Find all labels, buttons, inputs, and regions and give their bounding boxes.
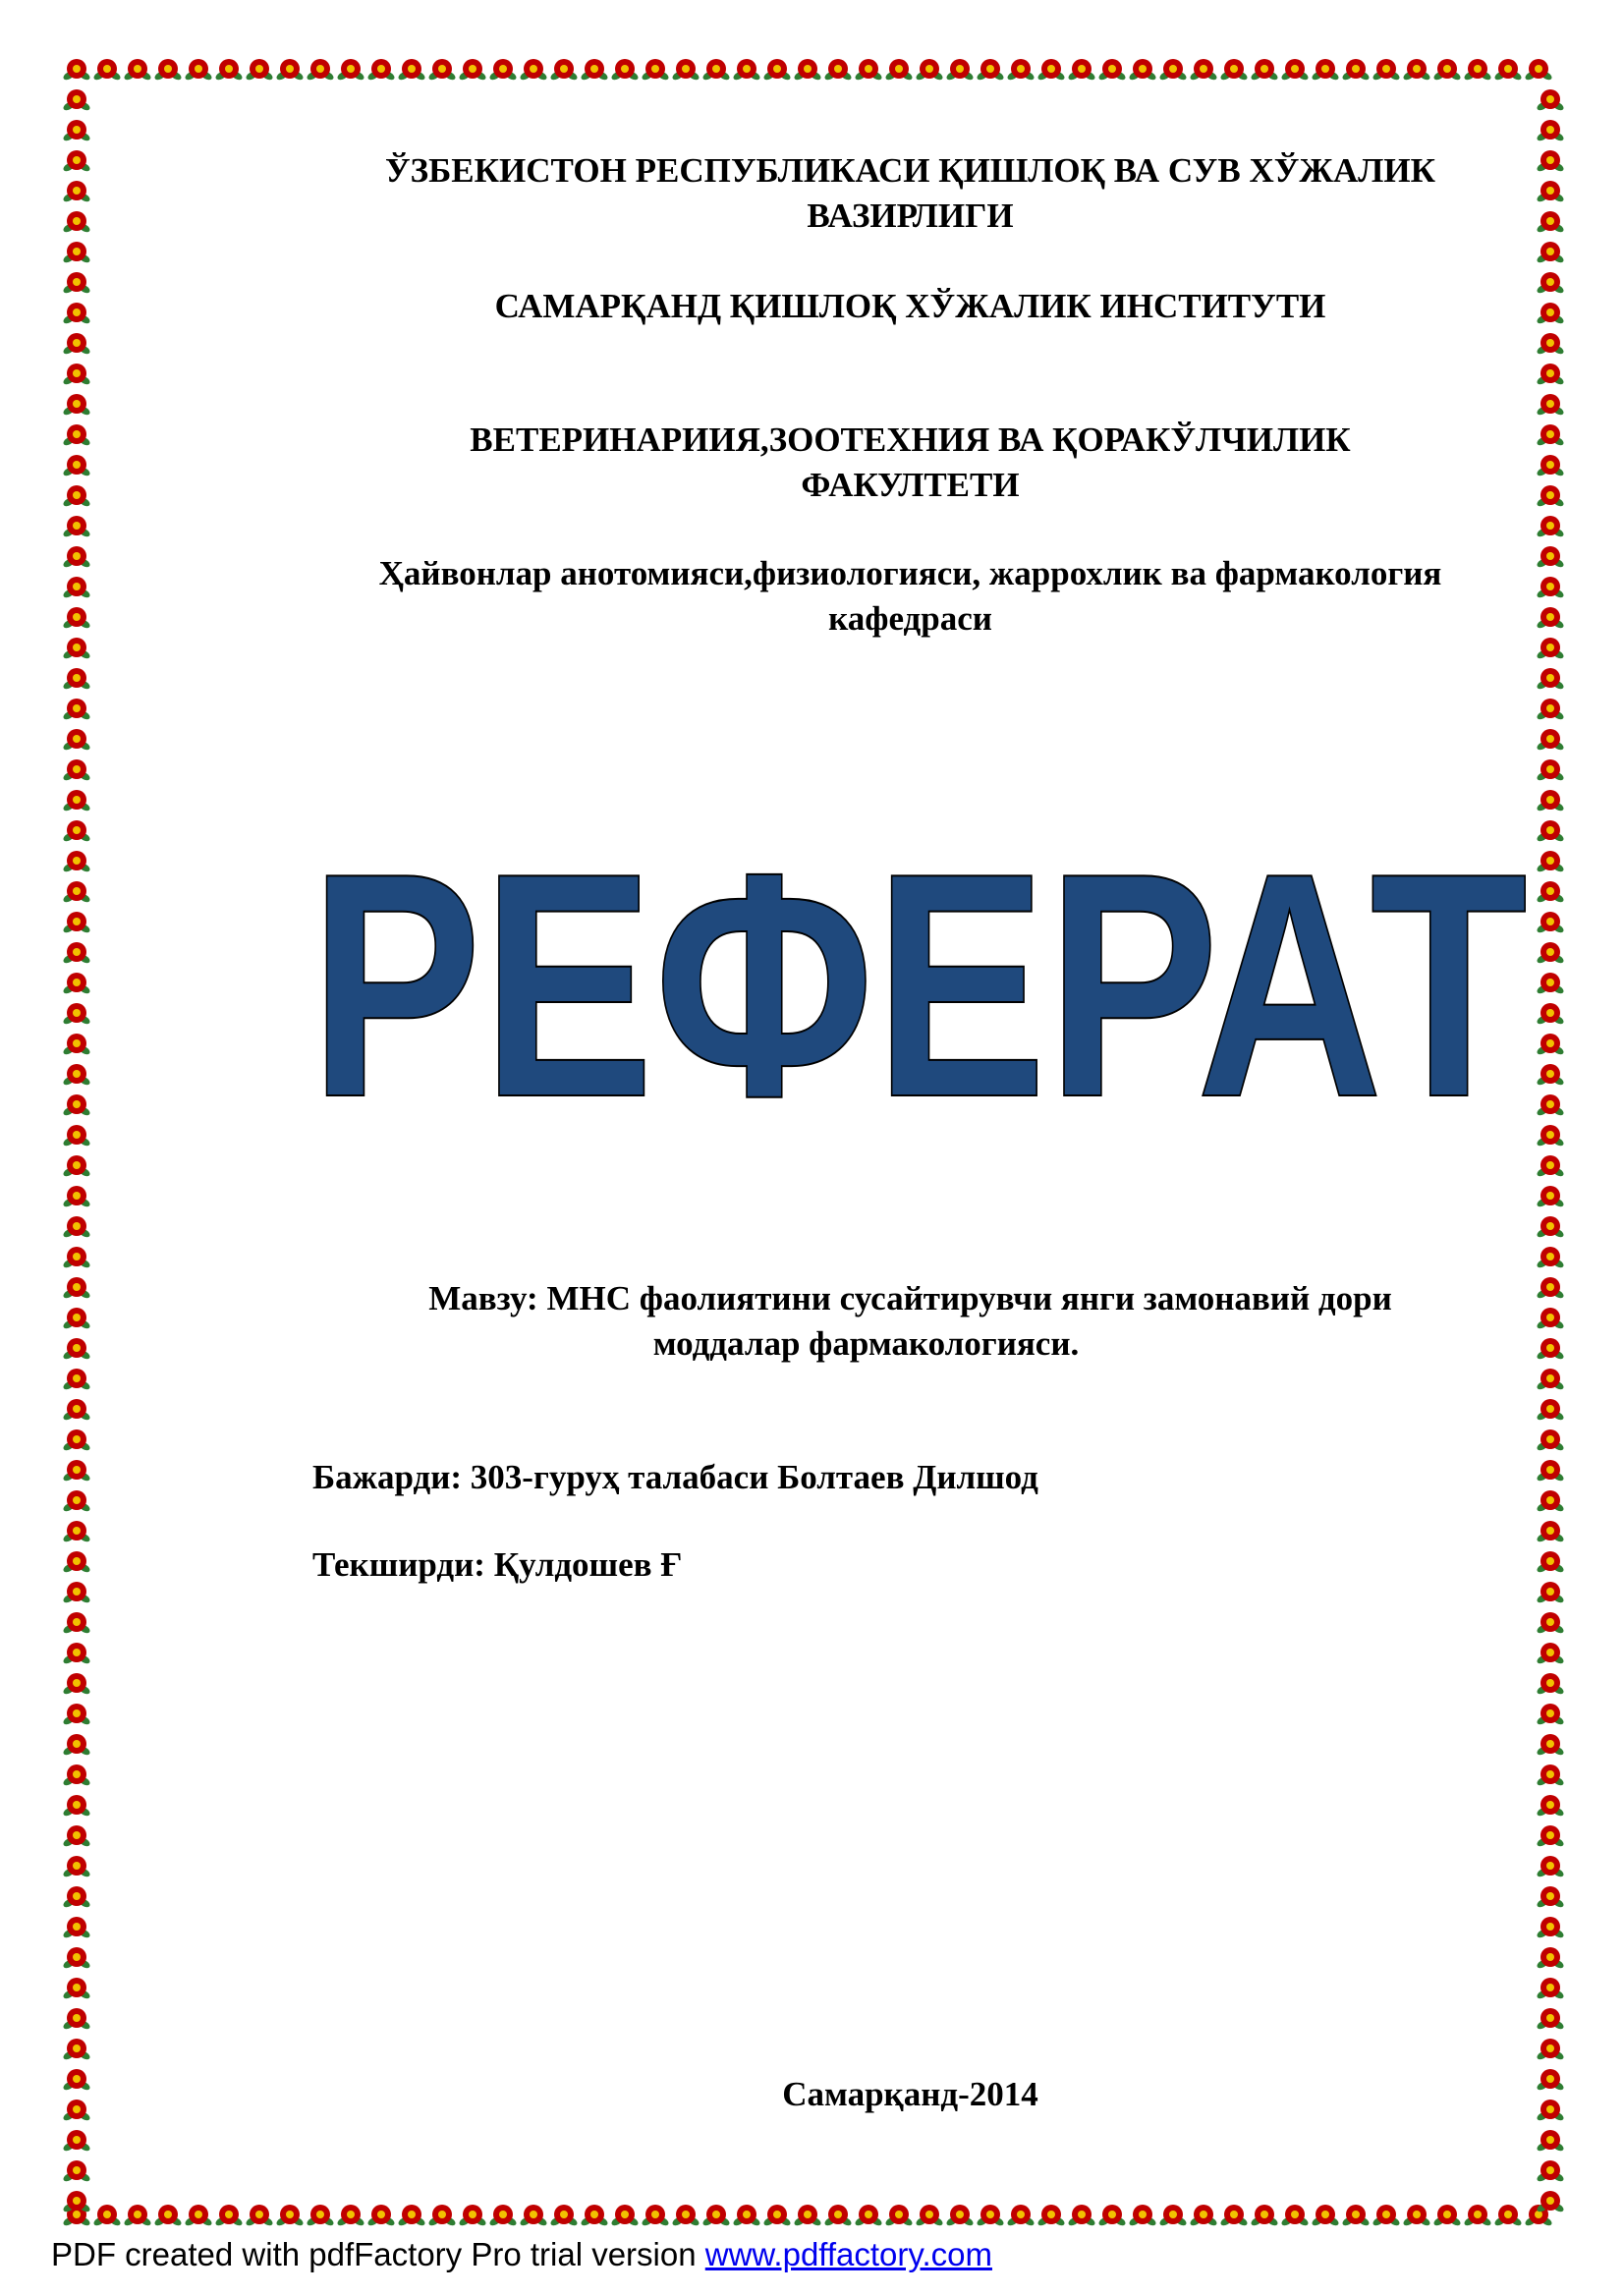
faculty-name-line1: ВЕТЕРИНАРИИЯ,ЗООТЕХНИЯ ВА ҚОРАКЎЛЧИЛИК [470, 420, 1351, 459]
performed-by: Бажарди: 303-гуруҳ талабаси Болтаев Дилшод [312, 1458, 1038, 1496]
watermark-text: PDF created with pdfFactory Pro trial version [51, 2236, 705, 2272]
pdf-watermark [51, 2236, 992, 2273]
ministry-title-line2: ВАЗИРЛИГИ [807, 196, 1014, 235]
checked-by: Текширди: Қулдошев Ғ [312, 1545, 683, 1584]
ministry-title-line1: ЎЗБЕКИСТОН РЕСПУБЛИКАСИ ҚИШЛОҚ ВА СУВ ХЎЖАЛИК [384, 151, 1435, 190]
topic-line1: Мавзу: МНС фаолиятини сусайтирувчи янги замонавий дори [428, 1279, 1392, 1317]
document-title: РЕФЕРАТ [309, 807, 1528, 1163]
department-name-line1: Ҳайвонлар анотомияси,физиологияси, жаррохлик ва фармакология [378, 554, 1442, 592]
place-and-year: Самарқанд-2014 [782, 2075, 1038, 2113]
topic-line2: моддалар фармакологияси. [652, 1324, 1080, 1363]
faculty-name-line2: ФАКУЛТЕТИ [801, 466, 1020, 504]
institute-name: САМАРҚАНД ҚИШЛОҚ ХЎЖАЛИК ИНСТИТУТИ [494, 287, 1326, 325]
department-name-line2: кафедраси [828, 599, 992, 638]
watermark-link[interactable]: www.pdffactory.com [704, 2236, 992, 2272]
